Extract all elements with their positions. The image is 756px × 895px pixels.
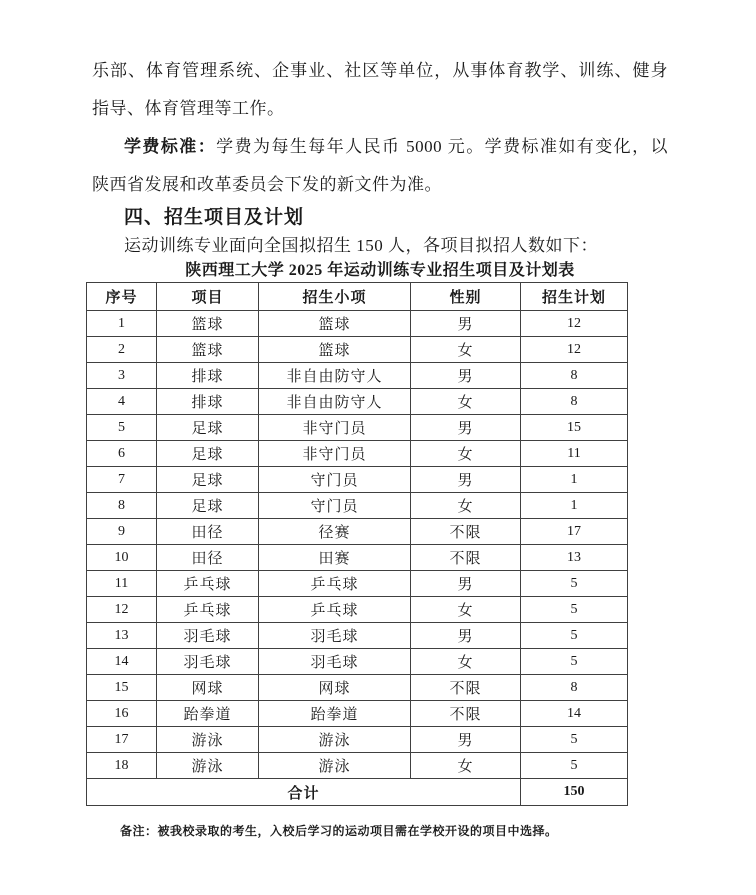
table-row — [87, 441, 628, 467]
table-cell: 网球 — [259, 675, 411, 701]
table-cell: 10 — [87, 545, 157, 571]
table-cell: 男 — [411, 623, 521, 649]
table-cell: 12 — [521, 337, 628, 363]
table-cell: 跆拳道 — [157, 701, 259, 727]
table-cell: 乒乓球 — [157, 597, 259, 623]
intro-line: 运动训练专业面向全国拟招生 150 人，各项目拟招人数如下： — [124, 236, 598, 255]
table-cell: 男 — [411, 467, 521, 493]
admission-table-body — [87, 311, 628, 779]
table-cell: 8 — [521, 675, 628, 701]
table-cell: 女 — [411, 753, 521, 779]
table-cell: 田径 — [157, 519, 259, 545]
table-cell: 13 — [87, 623, 157, 649]
table-row — [87, 467, 628, 493]
table-cell: 5 — [521, 597, 628, 623]
table-cell: 足球 — [157, 441, 259, 467]
table-cell: 男 — [411, 727, 521, 753]
table-cell: 不限 — [411, 545, 521, 571]
table-cell: 5 — [521, 649, 628, 675]
admission-table-footer — [87, 779, 628, 806]
table-cell: 足球 — [157, 467, 259, 493]
table-cell: 1 — [521, 493, 628, 519]
table-cell: 不限 — [411, 675, 521, 701]
table-row — [87, 337, 628, 363]
table-row — [87, 311, 628, 337]
table-cell: 男 — [411, 363, 521, 389]
table-cell: 田赛 — [259, 545, 411, 571]
table-row — [87, 389, 628, 415]
table-cell: 排球 — [157, 363, 259, 389]
table-cell: 7 — [87, 467, 157, 493]
table-cell: 游泳 — [259, 727, 411, 753]
table-cell: 足球 — [157, 415, 259, 441]
col-header-no: 序号 — [87, 283, 157, 311]
col-header-project: 项目 — [157, 283, 259, 311]
table-cell: 守门员 — [259, 467, 411, 493]
table-cell: 5 — [521, 571, 628, 597]
table-cell: 女 — [411, 649, 521, 675]
table-cell: 女 — [411, 389, 521, 415]
table-cell: 非守门员 — [259, 415, 411, 441]
table-cell: 17 — [87, 727, 157, 753]
table-title: 陕西理工大学 2025 年运动训练专业招生项目及计划表 — [185, 262, 575, 279]
table-cell: 5 — [521, 753, 628, 779]
tuition-line-1 — [92, 128, 668, 166]
note: 备注：被我校录取的考生，入校后学习的运动项目需在学校开设的项目中选择。 — [120, 824, 558, 838]
table-cell: 8 — [521, 389, 628, 415]
table-row — [87, 519, 628, 545]
table-cell: 羽毛球 — [157, 623, 259, 649]
col-header-gender: 性别 — [411, 283, 521, 311]
total-row — [87, 779, 628, 806]
table-cell: 女 — [411, 597, 521, 623]
table-row — [87, 701, 628, 727]
table-cell: 游泳 — [259, 753, 411, 779]
table-cell: 守门员 — [259, 493, 411, 519]
table-cell: 15 — [87, 675, 157, 701]
table-cell: 羽毛球 — [259, 623, 411, 649]
header-row — [87, 283, 628, 311]
total-value: 150 — [521, 779, 628, 806]
table-row — [87, 597, 628, 623]
tuition-text: 学费为每生每年人民币 5000 元。学费标准如有变化，以 — [216, 137, 669, 156]
table-cell: 9 — [87, 519, 157, 545]
table-cell: 14 — [521, 701, 628, 727]
table-cell: 网球 — [157, 675, 259, 701]
table-cell: 乒乓球 — [259, 597, 411, 623]
table-cell: 4 — [87, 389, 157, 415]
table-cell: 女 — [411, 493, 521, 519]
table-cell: 非自由防守人 — [259, 389, 411, 415]
table-cell: 乒乓球 — [157, 571, 259, 597]
table-cell: 8 — [521, 363, 628, 389]
paragraph-line-2: 指导、体育管理等工作。 — [92, 99, 285, 118]
table-cell: 15 — [521, 415, 628, 441]
table-row — [87, 727, 628, 753]
table-cell: 径赛 — [259, 519, 411, 545]
table-cell: 乒乓球 — [259, 571, 411, 597]
table-row — [87, 623, 628, 649]
table-row — [87, 571, 628, 597]
tuition-label: 学费标准： — [124, 137, 217, 156]
table-cell: 13 — [521, 545, 628, 571]
table-cell: 6 — [87, 441, 157, 467]
table-cell: 3 — [87, 363, 157, 389]
table-cell: 篮球 — [259, 311, 411, 337]
table-cell: 2 — [87, 337, 157, 363]
table-cell: 14 — [87, 649, 157, 675]
table-cell: 5 — [87, 415, 157, 441]
table-cell: 12 — [87, 597, 157, 623]
table-row — [87, 753, 628, 779]
section-heading: 四、招生项目及计划 — [124, 207, 305, 228]
table-row — [87, 675, 628, 701]
table-row — [87, 649, 628, 675]
table-row — [87, 415, 628, 441]
table-row — [87, 545, 628, 571]
table-cell: 羽毛球 — [157, 649, 259, 675]
tuition-line-2: 陕西省发展和改革委员会下发的新文件为准。 — [92, 175, 442, 194]
table-cell: 11 — [87, 571, 157, 597]
table-cell: 篮球 — [259, 337, 411, 363]
total-label: 合计 — [87, 779, 521, 806]
table-cell: 11 — [521, 441, 628, 467]
table-cell: 5 — [521, 727, 628, 753]
table-cell: 女 — [411, 441, 521, 467]
table-cell: 男 — [411, 571, 521, 597]
table-cell: 排球 — [157, 389, 259, 415]
table-cell: 12 — [521, 311, 628, 337]
table-cell: 羽毛球 — [259, 649, 411, 675]
table-cell: 16 — [87, 701, 157, 727]
table-cell: 篮球 — [157, 311, 259, 337]
table-cell: 1 — [521, 467, 628, 493]
table-cell: 篮球 — [157, 337, 259, 363]
paragraph-line-1: 乐部、体育管理系统、企事业、社区等单位，从事体育教学、训练、健身 — [92, 61, 668, 80]
table-cell: 18 — [87, 753, 157, 779]
table-cell: 游泳 — [157, 727, 259, 753]
table-cell: 1 — [87, 311, 157, 337]
table-cell: 8 — [87, 493, 157, 519]
table-cell: 17 — [521, 519, 628, 545]
table-row — [87, 493, 628, 519]
table-cell: 不限 — [411, 701, 521, 727]
table-cell: 非守门员 — [259, 441, 411, 467]
table-cell: 田径 — [157, 545, 259, 571]
table-cell: 男 — [411, 311, 521, 337]
table-cell: 女 — [411, 337, 521, 363]
admission-table-header — [87, 283, 628, 311]
table-cell: 跆拳道 — [259, 701, 411, 727]
table-cell: 不限 — [411, 519, 521, 545]
col-header-plan: 招生计划 — [521, 283, 628, 311]
table-row — [87, 363, 628, 389]
table-cell: 足球 — [157, 493, 259, 519]
admission-table — [86, 282, 628, 806]
table-cell: 非自由防守人 — [259, 363, 411, 389]
table-cell: 5 — [521, 623, 628, 649]
table-cell: 游泳 — [157, 753, 259, 779]
table-cell: 男 — [411, 415, 521, 441]
col-header-subitem: 招生小项 — [259, 283, 411, 311]
